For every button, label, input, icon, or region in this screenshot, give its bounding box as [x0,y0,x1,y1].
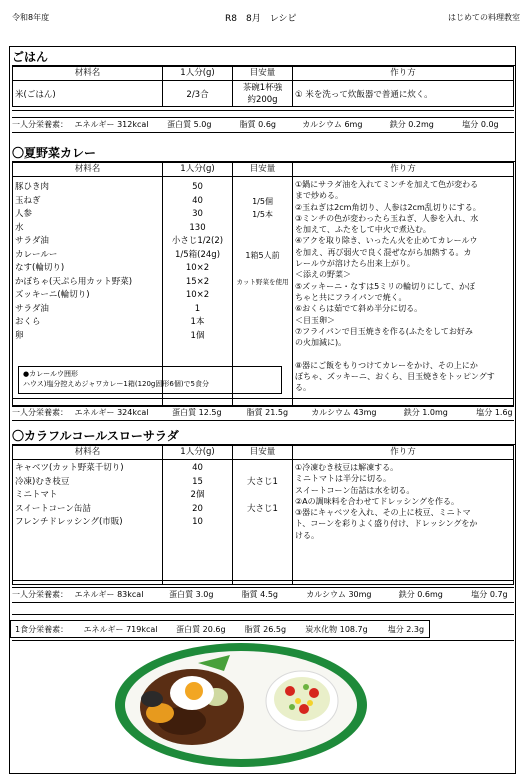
salad-standard-3 [235,489,290,503]
curry-method-line-2: まで炒める。 [295,191,343,201]
curry-ingredient-2: 玉ねぎ [15,195,41,206]
nutrition-energy: エネルギー 324kcal [74,408,149,417]
curry-ingredient-10: サラダ油 [15,303,49,314]
salad-method-line-1: ①冷凍むき枝豆は解凍する。 [295,463,399,472]
curry-amount-8: 15×2 [185,276,210,287]
note-title: ●カレールウ囲形 [23,370,78,378]
salad-method-line-3: スイートコーン缶詰は水を切る。 [295,485,415,495]
salad-amount-3: 2個 [190,490,205,500]
curry-amount-12: 1個 [190,330,205,341]
curry-method-line-3: ②玉ねぎは2cm角切り、人参は2cm乱切りにする。 [295,202,481,212]
curry-standard-1 [235,181,290,195]
fried-egg-yolk [185,682,203,700]
curry-amount-9: 10×2 [185,290,210,300]
salad-standard-5 [235,516,290,530]
divider [12,398,514,399]
nutrition-calcium: カルシウム 43mg [311,408,377,417]
nutrition-calcium: カルシウム 30mg [306,590,372,599]
curry-amount-11: 1本 [190,317,205,327]
curry-amount-6: 1/5箱(24g) [174,249,221,260]
col-method: 作り方 [293,163,514,177]
curry-standard-11 [235,316,290,330]
col-ingredient: 材料名 [13,67,163,81]
nutrition-iron: 鉄分 1.0mg [403,408,448,417]
curry-amount-1: 50 [192,182,203,192]
salad-standard-2: 大さじ1 [247,476,278,487]
curry-ingredient-4: 水 [15,222,24,233]
curry-amount-5: 小さじ1/2(2) [171,236,224,246]
salad-ingredient-2: 冷凍)むき枝豆 [15,476,70,487]
curry-method-line-15: の火加減に)。 [295,338,347,348]
nutrition-iron: 鉄分 0.2mg [389,120,434,129]
salad-ingredient-4: スイートコーン缶詰 [15,503,91,514]
curry-method [293,177,514,407]
salad-ingredient-1: キャベツ(カット野菜千切り) [15,463,124,473]
curry-method-line-12: ⑥おくらは茹でて斜め半分に切る。 [295,304,423,314]
salad-title: 〇カラフルコールスローサラダ [12,428,515,445]
curry-title: 〇夏野菜カレー [12,145,515,162]
nutrition-label: 一人分栄養素： [12,120,68,129]
curry-standard-10 [235,303,290,317]
salad-method [293,460,514,585]
curry-ingredient-1: 豚ひき肉 [15,182,50,192]
salad-dish [266,671,338,731]
curry-ingredient-5: サラダ油 [15,236,49,246]
salad-nutrition [12,587,514,603]
salad-ingredient-3: ミニトマト [15,490,58,500]
nutrition-fat: 脂質 4.5g [241,590,278,599]
gohan-ingredient: 米(ごはん) [13,81,163,107]
curry-amount-2: 40 [192,195,203,206]
salad-amount-5: 10 [192,517,203,527]
curry-standard-2: 1/5個 [252,196,273,206]
gohan-table [12,66,514,107]
divider [12,110,514,111]
curry-method-line-17: ⑧器にご飯をもりつけてカレーをかけ、その上にか [295,360,478,370]
curry-standard-12 [235,330,290,344]
curry-ingredient-8: かぼちゃ(天ぷら用カット野菜) [15,276,133,287]
curry-ingredient-12: 卵 [15,330,24,341]
curry-method-line-19: る。 [295,383,311,393]
gohan-standard-1: 茶碗1杯強 [242,83,283,93]
curry-method-line-1: ①鍋にサラダ油を入れてミンチを加えて色が変わる [295,180,479,189]
curry-method-line-16 [295,348,511,359]
curry-standard-3: 1/5本 [252,210,273,219]
curry-standard-4 [235,222,290,236]
curry-standard-5 [235,235,290,249]
salad-standard-1 [235,462,290,476]
salad-table [12,445,514,585]
nutrition-protein: 蛋白質 3.0g [169,590,214,599]
gohan-nutrition [12,117,514,133]
curry-ingredient-7: なす(輪切り) [15,263,65,273]
nutrition-calcium: カルシウム 6mg [302,120,363,129]
curry-ingredient-9: ズッキーニ(輪切り) [15,290,90,300]
col-ingredient: 材料名 [13,446,163,460]
nutrition-fat: 脂質 0.6g [239,120,276,129]
nutrition-label: 一人分栄養素： [12,408,68,417]
salad-amount-1: 40 [192,463,203,473]
curry-method-line-18: ぼちゃ、ズッキーニ、おくら、目玉焼きをトッピングす [295,372,495,382]
col-amount: 1人分(g) [163,446,233,460]
col-amount: 1人分(g) [163,163,233,177]
gohan-standard [233,81,293,107]
gohan-method: ① 米を洗って炊飯器で普通に炊く。 [293,81,514,107]
curry-method-line-5: を加えて、ふたをして中火で煮込む。 [295,225,431,235]
curry-standard-6: 1箱5人前 [245,250,280,260]
total-fat: 脂質 26.5g [244,625,287,634]
col-standard: 目安量 [233,446,293,460]
nutrition-salt: 塩分 0.7g [471,590,508,599]
salad-amounts [163,460,233,585]
col-method: 作り方 [293,67,514,81]
curry-method-line-8: レールウが溶けたら出来上がり。 [295,259,415,269]
col-standard: 目安量 [233,67,293,81]
nutrition-energy: エネルギー 312kcal [74,120,149,129]
curry-amount-4: 130 [189,222,206,233]
nutrition-fat: 脂質 21.5g [246,408,289,417]
salad-method-line-7: ける。 [295,530,319,540]
total-label: 1食分栄養素： [15,625,69,634]
total-carbohydrate: 炭水化物 108.7g [305,625,368,634]
eggplant [141,691,163,707]
curry-ingredient-6: カレールー [15,249,58,260]
header-year: 令和8年度 [12,13,50,22]
nutrition-protein: 蛋白質 12.5g [172,408,222,417]
curry-standard-8: カット野菜を使用 [236,277,289,286]
salad-amount-2: 15 [192,476,203,487]
salad-ingredient-5: フレンチドレッシング(市販) [15,517,123,527]
gohan-amount: 2/3合 [163,81,233,107]
dish-photo [112,641,370,769]
curry-method-line-11: ちゃと共にフライパンで焼く。 [295,292,407,302]
header-title: R8 8月 レシピ [225,14,297,24]
divider [12,614,514,615]
curry-method-line-9: ＜添えの野菜＞ [295,270,351,280]
total-salt: 塩分 2.3g [387,625,425,634]
curry-method-line-13: ＜目玉卵＞ [295,315,335,325]
salad-method-line-5: ③器にキャベツを入れ、その上に枝豆、ミニトマ [295,508,471,518]
salad-method-line-2: ミニトマトは半分に切る。 [295,474,391,484]
nutrition-salt: 塩分 0.0g [462,120,499,129]
gohan-standard-2: 約200g [247,95,278,105]
curry-ingredient-3: 人参 [15,209,33,219]
nutrition-salt: 塩分 1.6g [476,408,513,417]
col-method: 作り方 [293,446,514,460]
salad-ingredients [13,460,163,585]
curry-standard-9 [235,289,290,303]
salad-standard-4: 大さじ1 [247,503,278,514]
curry-method-line-10: ⑤ズッキーニ・なすは5ミリの輪切りにして、かぼ [295,281,476,291]
meal-total-nutrition [10,620,430,638]
col-standard: 目安量 [233,163,293,177]
divider [12,580,514,581]
note-text: ハウス)塩分控えめジャワカレー1箱(120g固形6個)で5食分 [23,380,210,388]
col-amount: 1人分(g) [163,67,233,81]
curry-method-line-14: ⑦フライパンで目玉焼きを作る(ふたをしてお好み [295,326,473,336]
salad-method-line-4: ②Aの調味料を合わせてドレッシングを作る。 [295,496,460,506]
nutrition-iron: 鉄分 0.6mg [398,590,443,599]
curry-ingredient-11: おくら [15,317,41,327]
curry-amount-7: 10×2 [185,263,210,273]
curry-amount-10: 1 [194,303,201,314]
salad-standards [233,460,293,585]
nutrition-energy: エネルギー 83kcal [74,590,144,599]
nutrition-protein: 蛋白質 5.0g [167,120,212,129]
salad-amount-4: 20 [192,503,203,514]
total-protein: 蛋白質 20.6g [176,625,226,634]
nutrition-label: 一人分栄養素： [12,590,68,599]
curry-nutrition [12,405,514,421]
curry-amount-3: 30 [192,209,203,219]
header-class-name: はじめての料理教室 [448,13,520,22]
col-ingredient: 材料名 [13,163,163,177]
gohan-title: ごはん [12,49,515,66]
curry-roux-note [18,366,282,394]
curry-standard-7 [235,262,290,276]
salad-method-line-6: ト、コーンを彩りよく盛り付け、ドレッシングをか [295,519,478,529]
curry-method-line-6: ④アクを取り除き、いったん火を止めてカレールウ [295,236,478,246]
curry-method-line-7: を加え、再び弱火で良く混ぜながら加熱する。カ [295,247,472,257]
curry-method-line-4: ③ミンチの色が変わったら玉ねぎ、人参を入れ、水 [295,213,479,223]
total-energy: エネルギー 719kcal [83,625,158,634]
